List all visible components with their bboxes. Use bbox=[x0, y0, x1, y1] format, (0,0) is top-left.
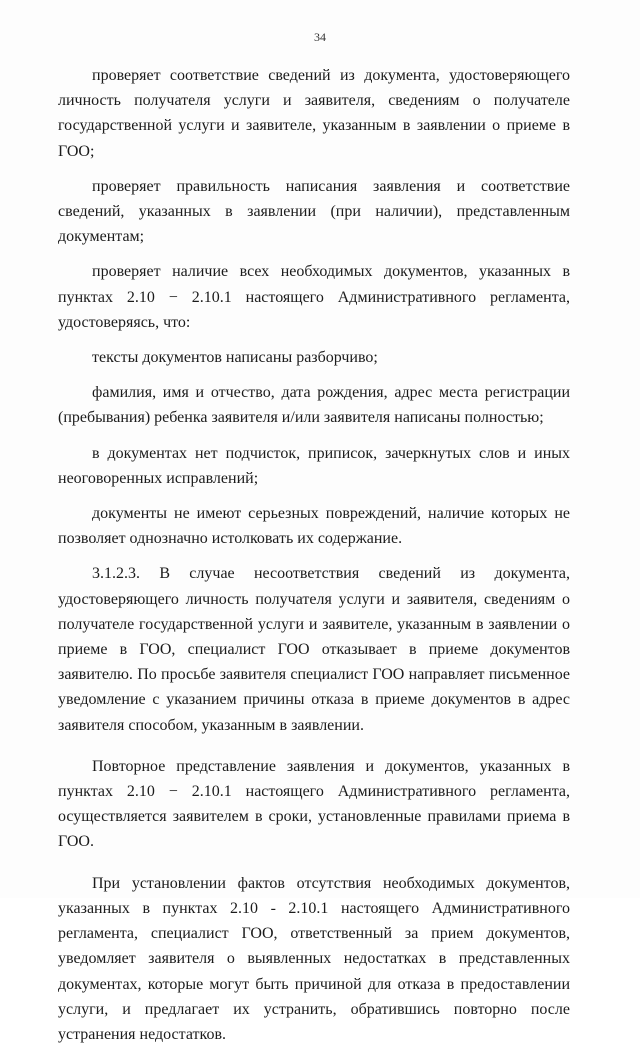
paragraph-check-identity: проверяет соответствие сведений из документа, удостоверяющего личность получателя услуги и заявителя, сведениям о получателе государственной услуги и заявителе, указанным в заявлении о приеме в ГОО; bbox=[58, 67, 570, 160]
paragraph-check-documents: проверяет наличие всех необходимых документов, указанных в пунктах 2.10 − 2.10.1 настоящего Административного регламента, удостоверяясь, что: bbox=[58, 263, 570, 331]
paragraph-3-1-2-3: 3.1.2.3. В случае несоответствия сведений из документа, удостоверяющего личность получателя услуги и заявителя, сведениям о получателе государственной услуги и заявителе, указанным в заявлении о приеме в ГОО, специалист ГОО отказывает в приеме документов заявителю. По просьбе заявителя специалист ГОО направляет письменное уведомление с указанием причины отказа в приеме документов в адрес заявителя способом, указанным в заявлении. bbox=[58, 565, 570, 734]
document-body bbox=[58, 63, 570, 1047]
paragraph-no-corrections: в документах нет подчисток, приписок, зачеркнутых слов и иных неоговоренных исправлений; bbox=[58, 444, 570, 487]
paragraph-check-application: проверяет правильность написания заявления и соответствие сведений, указанных в заявлении (при наличии), представленным документам; bbox=[58, 177, 570, 246]
paragraph-no-damage: документы не имеют серьезных повреждений, наличие которых не позволяет однозначно истолковать их содержание. bbox=[58, 505, 570, 548]
page-number: 34 bbox=[314, 30, 326, 44]
paragraph-repeat-submission: Повторное представление заявления и документов, указанных в пунктах 2.10 − 2.10.1 настоящего Административного регламента, осуществляется заявителем в сроки, установленные правилами приема в ГОО. bbox=[58, 757, 570, 851]
paragraph-missing-documents: При установлении фактов отсутствия необходимых документов, указанных в пунктах 2.10 - 2.10.1 настоящего Административного регламента, специалист ГОО, ответственный за прием документов, уведомляет заявителя о выявленных недостатках в представленных документах, которые могут быть причиной для отказа в предоставлении услуги, и предлагает их устранить, обратившись повторно после устранения недостатков. bbox=[58, 874, 570, 1043]
paragraph-full-names: фамилия, имя и отчество, дата рождения, адрес места регистрации (пребывания) ребенка заявителя и/или заявителя написаны полностью; bbox=[58, 384, 570, 427]
paragraph-legible-texts: тексты документов написаны разборчиво; bbox=[92, 349, 378, 367]
